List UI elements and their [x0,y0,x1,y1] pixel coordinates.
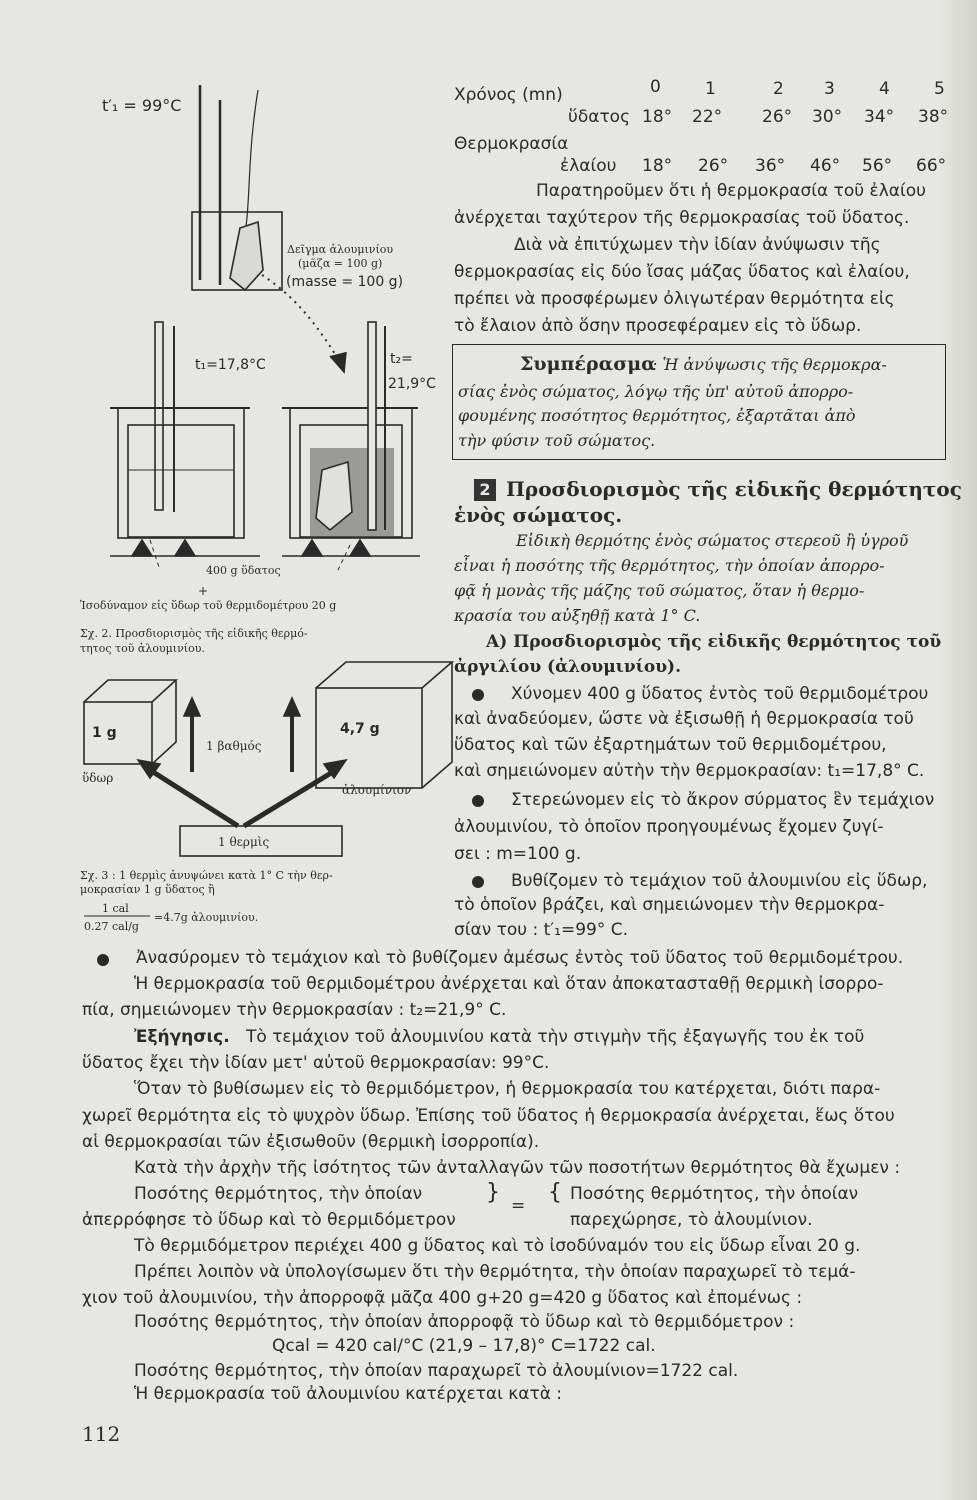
p1-line-2: καὶ ἀναδεύομεν, ὥστε νὰ ἐξισωθῇ ἡ θερμοκρασία τοῦ [454,709,914,729]
explanation-label: Ἐξήγησις. [134,1027,230,1047]
fig2-caption-line1: Σχ. 2. Προσδιορισμὸς τῆς εἰδικῆς θερμό- [80,627,308,640]
table-oil-label: ἐλαίου [560,156,617,176]
section-title-line-2: ἑνὸς σώματος. [454,503,623,527]
formula: Qcal = 420 cal/°C (21,9 – 17,8)° C=1722 cal. [272,1336,656,1356]
fig3-caption-line2: μοκρασίαν 1 g ὕδατος ἢ [80,883,215,896]
p5-line-3: αἱ θερμοκρασίαι τῶν ἐξισωθοῦν (θερμικὴ ἰσορροπία). [82,1132,540,1152]
fig3-frac-rest: =4.7g ἀλουμινίου. [154,911,259,924]
fig2-caption-line2: τητος τοῦ ἀλουμινίου. [80,642,205,655]
conclusion-line-1: : Ἡ ἀνύψωσις τῆς θερμοκρα- [652,355,887,374]
obs-line-5: πρέπει νὰ προσφέρωμεν ὀλιγωτέραν θερμότητα εἰς [454,289,895,309]
conclusion-line-3: φουμένης ποσότητος θερμότητος, ἐξαρτᾶται ἀπὸ [458,406,856,425]
cube-small-mass: 1 g [92,725,117,741]
fig-water-label: 400 g ὕδατος [206,564,281,577]
table-oil-4: 56° [862,156,893,176]
table-oil-0: 18° [642,156,673,176]
bullet-3 [472,876,484,888]
p1-line-3: ὕδατος καὶ τῶν ἐξαρτημάτων τοῦ θερμιδομέτρου, [454,735,887,755]
table-water-label: ὕδατος [568,107,631,127]
definition-line-4: κρασία του αὐξηθῇ κατὰ 1° C. [454,606,701,625]
p6: Κατὰ τὴν ἀρχὴν τῆς ἰσότητος τῶν ἀνταλλαγῶν τῶν ποσοτήτων θερμότητος θὰ ἔχωμεν : [134,1158,901,1178]
fig-t1-prime: t′₁ = 99°C [102,96,182,115]
definition-line-1: Εἰδικὴ θερμότης ἑνὸς σώματος στερεοῦ ἢ ὑγροῦ [516,531,909,550]
degree-label: 1 βαθμός [206,739,262,753]
definition-line-3: φᾷ ἡ μονὰς τῆς μάζης τοῦ σώματος, ὅταν ἡ θερμο- [454,581,865,600]
eq-right-brace: { [548,1180,562,1205]
obs-line-6: τὸ ἔλαιον ἀπὸ ὅσην προσεφέραμεν εἰς τὸ ὕδωρ. [454,316,862,336]
p2-line-3: σει : m=100 g. [454,844,582,864]
table-water-3: 26° [762,107,793,127]
table-oil-5: 66° [916,156,947,176]
fig-plus: + [198,584,209,598]
table-time-0: 0 [650,77,661,97]
page-number: 112 [82,1422,121,1446]
explanation-line-2: ὕδατος ἔχει τὴν ἰδίαν μετ' αὐτοῦ θερμοκρασίαν: 99°C. [82,1053,550,1073]
table-oil-1: 26° [698,156,729,176]
fig-equiv-caption: Ἰσοδύναμον εἰς ὕδωρ τοῦ θερμιδομέτρου 20 g [80,599,337,612]
conclusion-line-4: τὴν φύσιν τοῦ σώματος. [458,431,656,450]
p1-line-1: Χύνομεν 400 g ὕδατος ἐντὸς τοῦ θερμιδομέτρου [511,684,929,704]
obs-line-3: Διὰ νὰ ἐπιτύχωμεν τὴν ἰδίαν ἀνύψωσιν τῆς [514,235,881,255]
p8-line-2: χιον τοῦ ἀλουμινίου, τὴν ἀπορροφᾷ μᾶζα 400 g+20 g=420 g ὕδατος καὶ ἐπομένως : [82,1288,803,1308]
p3-line-2: τὸ ὁποῖον βράζει, καὶ σημειώνομεν τὴν θερμοκρα- [454,895,885,915]
eq-left-brace: } [486,1180,500,1205]
p8-line-3: Ποσότης θερμότητος, τὴν ὁποίαν ἀπορροφᾷ τὸ ὕδωρ καὶ τὸ θερμιδόμετρον : [134,1312,795,1332]
table-oil-3: 46° [810,156,841,176]
obs-line-4: θερμοκρασίας εἰς δύο ἴσας μάζας ὕδατος καὶ ἐλαίου, [454,262,910,282]
p2-line-2: ἀλουμινίου, τὸ ὁποῖον προηγουμένως ἔχομεν ζυγί- [454,817,884,837]
table-water-6: 38° [918,107,949,127]
bullet-1 [472,689,484,701]
table-time-3: 3 [824,79,835,99]
p9: Ποσότης θερμότητος, τὴν ὁποίαν παραχωρεῖ τὸ ἀλουμίνιον=1722 cal. [134,1361,739,1381]
calorie-box-label: 1 θερμὶς [218,835,270,849]
obs-line-2: ἀνέρχεται ταχύτερον τῆς θερμοκρασίας τοῦ ὕδατος. [454,208,910,228]
obs-line-1: Παρατηροῦμεν ὅτι ἡ θερμοκρασία τοῦ ἐλαίου [536,181,926,201]
table-temp-label: Θερμοκρασία [454,134,569,154]
fig3-frac-num: 1 cal [102,902,129,915]
p3-line-3: σίαν του : t′₁=99° C. [454,920,629,940]
cube-large-mass: 4,7 g [340,721,380,737]
table-oil-2: 36° [755,156,786,176]
eq-sign: = [511,1196,526,1216]
p5-line-1: Ὅταν τὸ βυθίσωμεν εἰς τὸ θερμιδόμετρον, ἡ θερμοκρασία του κατέρχεται, διότι παρα- [134,1079,881,1099]
table-time-5: 5 [934,79,945,99]
cube-large-label: ἀλουμίνιον [342,783,412,797]
definition-line-2: εἶναι ἡ ποσότης τῆς θερμότητος, τὴν ὁποίαν ἀπορρο- [454,556,885,575]
eq-left-line-1: Ποσότης θερμότητος, τὴν ὁποίαν [134,1184,423,1204]
fig-t2-a: t₂= [390,351,413,367]
fig-t2-b: 21,9°C [388,376,436,392]
p1-line-4: καὶ σημειώνομεν αὐτὴν τὴν θερμοκρασίαν: t₁=17,8° C. [454,761,925,781]
p8-line-1: Πρέπει λοιπὸν νὰ ὑπολογίσωμεν ὅτι τὴν θερμότητα, τὴν ὁποίαν παραχωρεῖ τὸ τεμά- [134,1262,856,1282]
fig-t1: t₁=17,8°C [195,357,266,373]
p4-line-1: Ἀνασύρομεν τὸ τεμάχιον καὶ τὸ βυθίζομεν ἀμέσως ἐντὸς τοῦ ὕδατος τοῦ θερμιδομέτρου. [136,948,904,968]
eq-right-line-1: Ποσότης θερμότητος, τὴν ὁποίαν [570,1184,859,1204]
conclusion-title: Συμπέρασμα [520,353,656,375]
table-water-0: 18° [642,107,673,127]
fig3-caption-line1: Σχ. 3 : 1 θερμὶς ἀνυψώνει κατὰ 1° C τὴν θερ- [80,869,333,882]
table-time-2: 2 [773,79,784,99]
table-water-5: 34° [864,107,895,127]
fig-sample-label-3: (masse = 100 g) [286,274,404,290]
subsection-a-line-2: ἀργιλίου (ἀλουμινίου). [454,657,682,677]
table-time-label: Χρόνος (mn) [454,85,563,105]
cube-small-label: ὕδωρ [82,771,114,785]
p10: Ἡ θερμοκρασία τοῦ ἀλουμινίου κατέρχεται κατὰ : [134,1384,563,1404]
table-water-1: 22° [692,107,723,127]
eq-left-line-2: ἀπερρόφησε τὸ ὕδωρ καὶ τὸ θερμιδόμετρον [82,1210,456,1230]
conclusion-line-2: σίας ἑνὸς σώματος, λόγῳ τῆς ὑπ' αὐτοῦ ἀπορρο- [458,382,854,401]
bullet-2 [472,795,484,807]
p2-line-1: Στερεώνομεν εἰς τὸ ἄκρον σύρματος ἓν τεμάχιον [511,790,935,810]
fig3-frac-den: 0.27 cal/g [84,920,139,933]
section-title-line-1: Προσδιορισμὸς τῆς εἰδικῆς θερμότητος [506,477,962,501]
table-time-1: 1 [705,79,716,99]
section-number-badge: 2 [474,479,496,501]
bullet-4 [97,954,109,966]
fig-sample-label-1: Δεῖγμα ἀλουμινίου [287,243,394,256]
subsection-a-line-1: Α) Προσδιορισμὸς τῆς εἰδικῆς θερμότητος τοῦ [486,632,942,652]
eq-right-line-2: παρεχώρησε, τὸ ἀλουμίνιον. [570,1210,813,1230]
fig-sample-label-2: (μᾶζα = 100 g) [298,257,383,270]
table-water-4: 30° [812,107,843,127]
table-time-4: 4 [879,79,890,99]
p4-line-3: πία, σημειώνομεν τὴν θερμοκρασίαν : t₂=21,9° C. [82,1000,507,1020]
p5-line-2: χωρεῖ θερμότητα εἰς τὸ ψυχρὸν ὕδωρ. Ἐπίσης τοῦ ὕδατος ἡ θερμοκρασία ἀνέρχεται, ἕως ὅτου [82,1106,895,1126]
p7: Τὸ θερμιδόμετρον περιέχει 400 g ὕδατος καὶ τὸ ἰσοδύναμόν του εἰς ὕδωρ εἶναι 20 g. [134,1236,861,1256]
p3-line-1: Βυθίζομεν τὸ τεμάχιον τοῦ ἀλουμινίου εἰς ὕδωρ, [511,871,928,891]
p4-line-2: Ἡ θερμοκρασία τοῦ θερμιδομέτρου ἀνέρχεται καὶ ὅταν ἀποκατασταθῇ θερμικὴ ἰσορρο- [134,974,884,994]
explanation-line-1: Τὸ τεμάχιον τοῦ ἀλουμινίου κατὰ τὴν στιγμὴν τῆς ἐξαγωγῆς του ἐκ τοῦ [246,1027,865,1047]
